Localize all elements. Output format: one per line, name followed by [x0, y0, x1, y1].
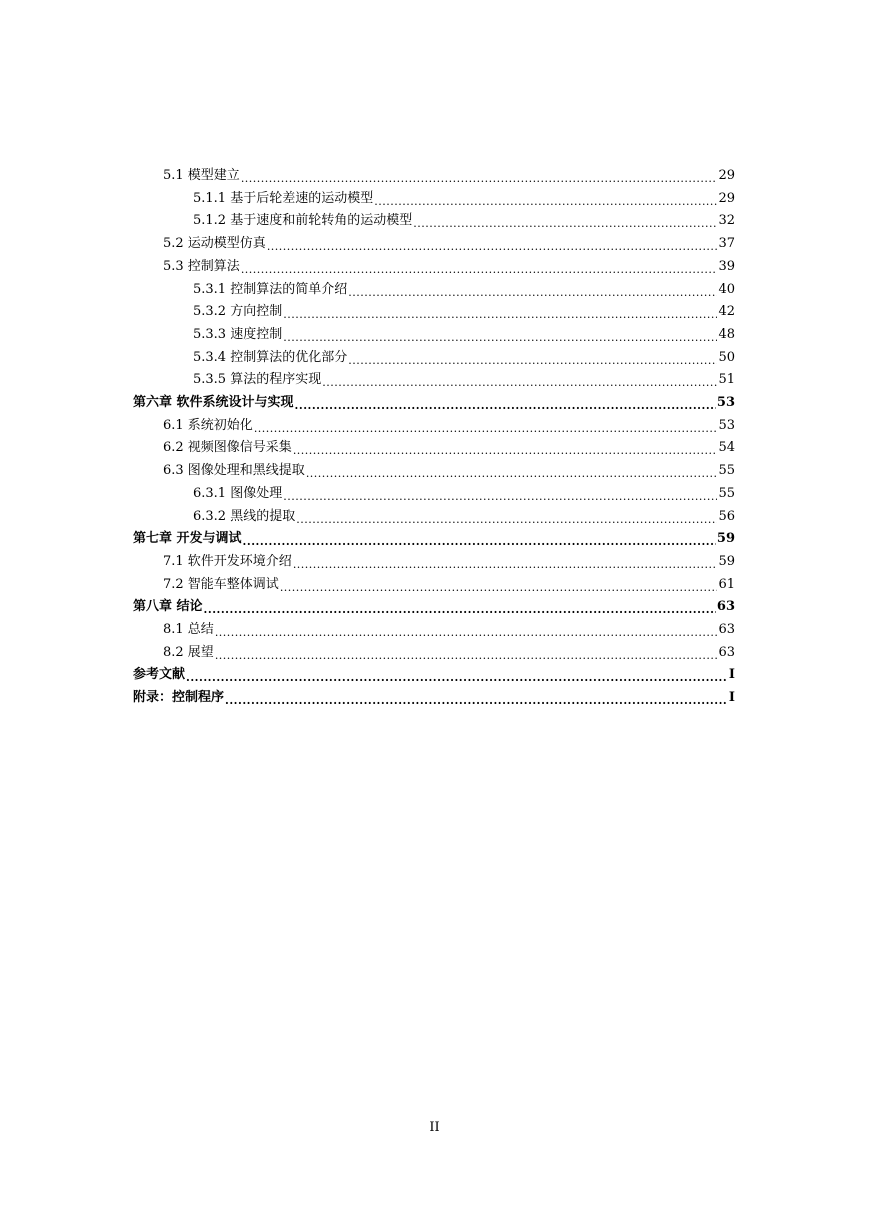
- toc-entry-page: 29: [718, 168, 735, 183]
- toc-entry[interactable]: [193, 325, 735, 345]
- toc-leader-dots: [215, 643, 718, 663]
- toc-chapter-entry[interactable]: [133, 597, 735, 617]
- toc-leader-dots: [295, 393, 716, 413]
- toc-entry[interactable]: [193, 280, 735, 300]
- toc-entry[interactable]: [163, 257, 735, 277]
- toc-entry[interactable]: [163, 461, 735, 481]
- toc-entry-label: 7.1 软件开发环境介绍: [163, 553, 292, 569]
- toc-leader-dots: [322, 370, 717, 390]
- toc-entry-page: 50: [718, 349, 735, 365]
- toc-entry-page: 61: [718, 576, 735, 592]
- toc-entry[interactable]: [193, 370, 735, 390]
- toc-leader-dots: [293, 438, 718, 458]
- toc-entry[interactable]: [193, 348, 735, 368]
- toc-leader-dots: [241, 257, 718, 277]
- toc-entry[interactable]: [163, 575, 735, 595]
- toc-entry-label: 5.2 运动模型仿真: [163, 236, 266, 252]
- toc-entry-label: 第六章 软件系统设计与实现: [133, 395, 294, 410]
- toc-entry-page: 42: [718, 304, 735, 320]
- toc-entry-page: 53: [718, 417, 735, 433]
- toc-leader-dots: [348, 348, 717, 368]
- toc-entry-page: 40: [718, 281, 735, 297]
- toc-entry[interactable]: [163, 166, 735, 186]
- toc-entry-page: 63: [718, 622, 735, 637]
- toc-entry[interactable]: [163, 643, 735, 663]
- toc-chapter-entry[interactable]: [133, 393, 735, 413]
- toc-entry-page: 51: [718, 372, 735, 388]
- toc-entry[interactable]: [193, 302, 735, 322]
- toc-entry-label: 5.1.1 基于后轮差速的运动模型: [193, 190, 374, 206]
- toc-leader-dots: [267, 234, 718, 254]
- toc-entry-page: 48: [718, 326, 735, 342]
- toc-entry-page: 63: [718, 644, 735, 660]
- toc-leader-dots: [186, 665, 728, 685]
- toc-leader-dots: [283, 325, 717, 345]
- toc-entry-page: 55: [718, 463, 735, 479]
- toc-entry-label: 6.3.1 图像处理: [193, 485, 283, 501]
- toc-leader-dots: [374, 189, 717, 209]
- toc-entry[interactable]: [163, 438, 735, 458]
- toc-entry-label: 6.2 视频图像信号采集: [163, 440, 292, 456]
- toc-entry-label: 8.1 总结: [163, 622, 214, 637]
- toc-entry-page: 59: [718, 553, 735, 569]
- toc-entry-label: 第八章 结论: [133, 599, 203, 615]
- toc-entry-label: 5.3.4 控制算法的优化部分: [193, 349, 348, 365]
- toc-leader-dots: [293, 552, 718, 572]
- toc-entry-page: 63: [716, 599, 735, 615]
- toc-entry-page: 55: [718, 485, 735, 501]
- toc-entry-page: I: [728, 667, 735, 683]
- toc-entry-label: 第七章 开发与调试: [133, 531, 242, 547]
- toc-entry[interactable]: [193, 484, 735, 504]
- page-number: II: [429, 1120, 440, 1135]
- toc-leader-dots: [225, 688, 728, 708]
- toc-leader-dots: [241, 166, 718, 186]
- toc-leader-dots: [204, 597, 716, 617]
- toc-entry-label: 5.3.2 方向控制: [193, 304, 283, 320]
- toc-entry[interactable]: [163, 552, 735, 572]
- toc-leader-dots: [254, 416, 718, 436]
- toc-leader-dots: [243, 529, 716, 549]
- toc-entry-page: 39: [718, 258, 735, 274]
- toc-chapter-entry[interactable]: [133, 665, 735, 685]
- toc-entry-label: 6.3 图像处理和黑线提取: [163, 463, 305, 479]
- toc-entry-label: 6.3.2 黑线的提取: [193, 508, 296, 524]
- toc-leader-dots: [280, 575, 718, 595]
- toc-entry-label: 附录：控制程序: [133, 690, 225, 706]
- toc-chapter-entry[interactable]: [133, 529, 735, 549]
- toc-entry-page: I: [728, 690, 735, 706]
- toc-entry[interactable]: [163, 620, 735, 640]
- toc-chapter-entry[interactable]: [133, 688, 735, 708]
- toc-entry[interactable]: [193, 507, 735, 527]
- toc-entry-label: 5.3.5 算法的程序实现: [193, 372, 322, 388]
- toc-leader-dots: [306, 461, 718, 481]
- toc-entry-page: 53: [716, 395, 735, 410]
- toc-entry[interactable]: [193, 211, 735, 231]
- toc-entry-label: 参考文献: [133, 667, 186, 683]
- toc-entry-label: 8.2 展望: [163, 644, 214, 660]
- toc-entry-page: 29: [718, 190, 735, 206]
- toc-leader-dots: [215, 620, 718, 640]
- toc-entry-label: 5.1 模型建立: [163, 168, 240, 183]
- toc-leader-dots: [413, 211, 717, 231]
- toc-entry[interactable]: [163, 416, 735, 436]
- toc-entry-page: 37: [718, 236, 735, 252]
- toc-entry-label: 5.3.3 速度控制: [193, 326, 283, 342]
- toc-leader-dots: [283, 484, 717, 504]
- toc-entry-label: 5.3.1 控制算法的简单介绍: [193, 281, 348, 297]
- toc-entry[interactable]: [163, 234, 735, 254]
- toc-entry-label: 5.3 控制算法: [163, 258, 240, 274]
- toc-entry-label: 7.2 智能车整体调试: [163, 576, 279, 592]
- toc-entry-page: 54: [718, 440, 735, 456]
- toc-entry-page: 56: [718, 508, 735, 524]
- toc-entry-page: 59: [716, 531, 735, 547]
- toc-leader-dots: [348, 280, 717, 300]
- toc-entry-label: 6.1 系统初始化: [163, 417, 253, 433]
- toc-entry[interactable]: [193, 189, 735, 209]
- toc-leader-dots: [296, 507, 717, 527]
- toc-leader-dots: [283, 302, 717, 322]
- toc-entry-label: 5.1.2 基于速度和前轮转角的运动模型: [193, 213, 413, 229]
- toc-entry-page: 32: [718, 213, 735, 229]
